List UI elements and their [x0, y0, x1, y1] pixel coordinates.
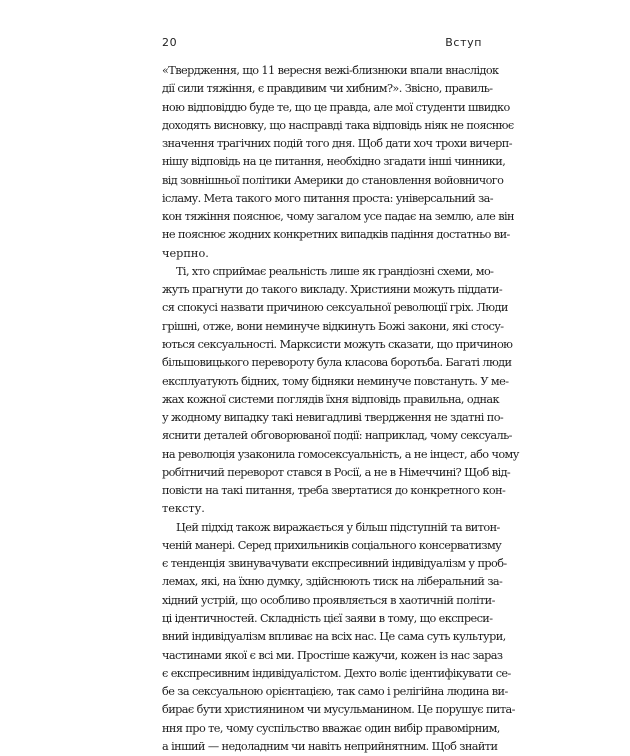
- text-line: експлуатують бідних, тому бідняки неминуче повстануть. У ме-: [162, 374, 509, 388]
- body-text: [162, 62, 519, 756]
- text-line: від зовнішньої політики Америки до становлення войовничого: [162, 173, 504, 187]
- text-line: ною відповіддю буде те, що це правда, але мої студенти швидко: [162, 100, 510, 114]
- text-line: у жодному випадку такі невигадливі твердження не здатні по-: [162, 411, 504, 425]
- text-line: хідний устрій, що особливо проявляється в хаотичній політи-: [162, 593, 495, 607]
- text-line: дії сили тяжіння, є правдивим чи хибним?». Звісно, правиль-: [162, 82, 493, 96]
- text-line: ченій манері. Серед прихильників соціального консерватизму: [162, 538, 502, 552]
- page-header: [162, 36, 482, 52]
- text-line: «Твердження, що 11 вересня вежі-близнюки впали внаслідок: [162, 64, 499, 77]
- paragraph: [162, 519, 515, 756]
- text-line: повісти на такі питання, треба звертатися до конкретного кон-: [162, 484, 506, 498]
- text-line: значення трагічних подій того дня. Щоб дати хоч трохи вичерп-: [162, 137, 512, 151]
- text-line: жах кожної системи поглядів їхня відповідь правильна, однак: [162, 392, 499, 406]
- text-line: є тенденція звинувачувати експресивний індивідуалізм у проб-: [162, 557, 507, 571]
- text-line: ся спокусі назвати причиною сексуальної революції гріх. Люди: [162, 301, 508, 315]
- text-line: більшовицького перевороту була класова боротьба. Багаті люди: [162, 356, 512, 370]
- text-line: бирає бути християнином чи мусульманином. Це порушує пита-: [162, 703, 515, 717]
- paragraph: [162, 62, 514, 263]
- text-line: на революція узаконила гомосексуальність, а не інцест, або чому: [162, 447, 519, 461]
- text-line: а інший — недоладним чи навіть неприйнятним. Щоб знайти: [162, 739, 498, 753]
- text-line: частинами якої є всі ми. Простіше кажучи, кожен із нас зараз: [162, 648, 503, 662]
- text-line: не пояснює жодних конкретних випадків падіння достатньо ви-: [162, 228, 510, 242]
- text-line: кон тяжіння пояснює, чому загалом усе падає на землю, але він: [162, 210, 514, 224]
- text-line: Ті, хто сприймає реальність лише як грандіозні схеми, мо-: [176, 264, 494, 278]
- text-line: доходять висновку, що насправді така відповідь ніяк не пояснює: [162, 118, 514, 132]
- text-line: ються сексуальності. Марксисти можуть сказати, що причиною: [162, 337, 513, 351]
- text-line: робітничий переворот стався в Росії, а не в Німеччині? Щоб від-: [162, 465, 511, 479]
- text-line: яснити деталей обговорюваної події: наприклад, чому сексуаль-: [162, 429, 512, 443]
- text-line: нішу відповідь на це питання, необхідно згадати інші чинники,: [162, 155, 506, 169]
- text-line: лемах, які, на їхню думку, здійснюють тиск на ліберальний за-: [162, 575, 503, 589]
- text-line: Цей підхід також виражається у більш підступній та витон-: [176, 520, 500, 534]
- paragraph: [162, 263, 519, 519]
- text-line: тексту.: [162, 502, 205, 516]
- page-number: 20: [162, 36, 178, 49]
- text-line: черпно.: [162, 246, 209, 260]
- text-line: ісламу. Мета такого мого питання проста: універсальний за-: [162, 191, 493, 205]
- text-line: ці ідентичностей. Складність цієї заяви в тому, що експреси-: [162, 611, 493, 625]
- text-line: грішні, отже, вони неминуче відкинуть Божі закони, які стосу-: [162, 319, 504, 333]
- text-line: бе за сексуальною орієнтацією, так само і релігійна людина ви-: [162, 685, 508, 699]
- running-title: Вступ: [445, 36, 482, 49]
- text-line: є експресивним індивідуалістом. Дехто воліє ідентифікувати се-: [162, 666, 511, 680]
- text-line: вний індивідуалізм впливає на всіх нас. Це сама суть культури,: [162, 630, 506, 644]
- text-line: ння про те, чому суспільство вважає один вибір правомірним,: [162, 721, 500, 735]
- text-line: жуть прагнути до такого викладу. Християни можуть піддати-: [162, 283, 503, 297]
